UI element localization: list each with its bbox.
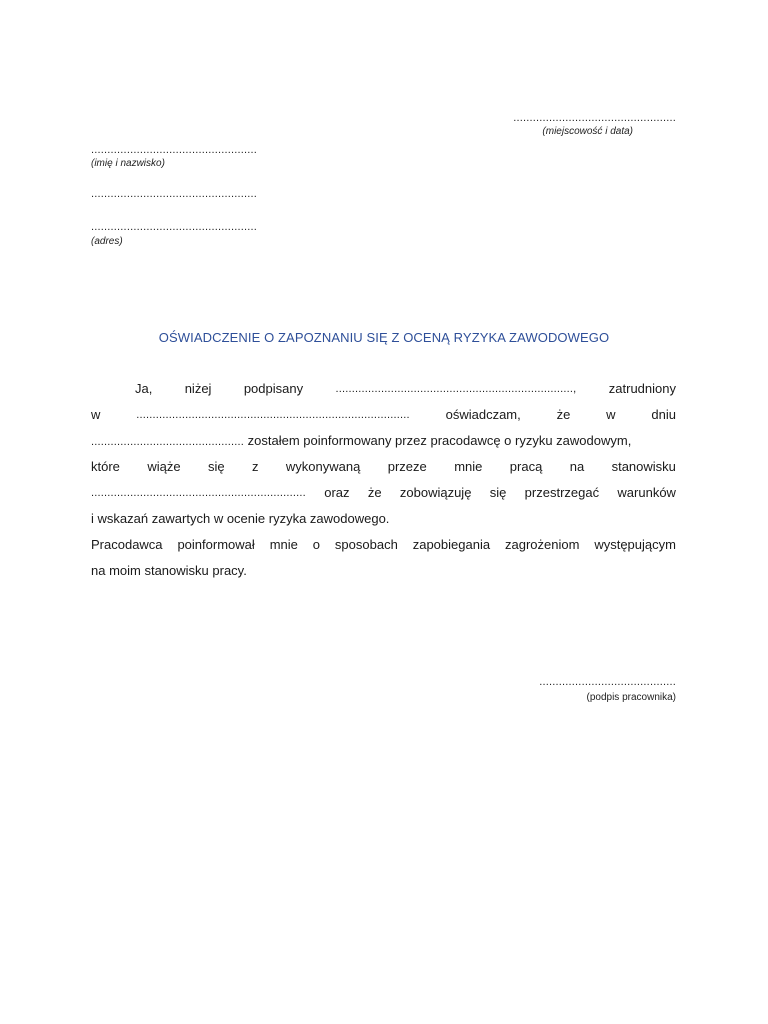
date-place-caption: (miejscowość i data) xyxy=(542,126,633,137)
word: przestrzegać xyxy=(524,485,600,500)
word: mnie xyxy=(454,459,483,474)
word: że xyxy=(556,407,571,422)
word: przeze xyxy=(387,459,427,474)
statement-text: zostałem poinformowany przez pracodawcę o ryzyku zawodowym, xyxy=(244,433,632,448)
statement-line-3 xyxy=(91,428,676,454)
statement-line-1 xyxy=(91,376,676,402)
word: stanowisku xyxy=(611,459,676,474)
date-fill-line: ............................................... xyxy=(91,436,245,448)
position-line: .................................................................. xyxy=(91,487,306,499)
word: w xyxy=(91,407,101,422)
word: oraz xyxy=(324,485,350,500)
word: podpisany xyxy=(243,381,304,396)
statement-line-5 xyxy=(91,480,676,506)
full-name-line: ................................................... xyxy=(91,144,258,156)
word: o xyxy=(312,537,321,552)
word: z xyxy=(252,459,259,474)
word: zapobiegania xyxy=(412,537,491,552)
word: zatrudniony xyxy=(608,381,676,396)
address-caption: (adres) xyxy=(91,236,123,247)
word: na xyxy=(569,459,585,474)
statement-line-2 xyxy=(91,402,676,428)
document-title: OŚWIADCZENIE O ZAPOZNANIU SIĘ Z OCENĄ RYZYKA ZAWODOWEGO xyxy=(158,330,610,345)
statement-line-6: i wskazań zawartych w ocenie ryzyka zawodowego. xyxy=(91,511,390,526)
word: niżej xyxy=(184,381,212,396)
word: występującym xyxy=(594,537,676,552)
statement-line-4 xyxy=(91,454,676,480)
word: w xyxy=(606,407,616,422)
word: wiąże xyxy=(147,459,181,474)
employer-line: .................................................................................... xyxy=(136,409,410,421)
word: mnie xyxy=(269,537,298,552)
statement-body xyxy=(91,376,676,584)
word: wykonywaną xyxy=(285,459,361,474)
address-line-1: ................................................... xyxy=(91,188,258,200)
word: zagrożeniom xyxy=(504,537,580,552)
word: że xyxy=(367,485,382,500)
word: Pracodawca xyxy=(91,537,163,552)
signature-caption: (podpis pracownika) xyxy=(586,692,676,703)
word: pracą xyxy=(509,459,543,474)
statement-line-7 xyxy=(91,532,676,558)
word: się xyxy=(207,459,225,474)
employee-name-line: ........................................................................., xyxy=(335,383,577,395)
word: zobowiązuję xyxy=(399,485,472,500)
word: poinformował xyxy=(177,537,255,552)
address-line-2: ................................................... xyxy=(91,221,258,233)
word: sposobach xyxy=(334,537,398,552)
word: się xyxy=(489,485,507,500)
word: Ja, xyxy=(135,381,153,396)
word: oświadczam, xyxy=(445,407,521,422)
word: warunków xyxy=(617,485,676,500)
statement-line-8: na moim stanowisku pracy. xyxy=(91,563,247,578)
word: dniu xyxy=(651,407,676,422)
signature-line: .......................................... xyxy=(539,676,676,688)
date-place-line: .................................................. xyxy=(513,112,676,124)
word: które xyxy=(91,459,120,474)
full-name-caption: (imię i nazwisko) xyxy=(91,158,165,169)
